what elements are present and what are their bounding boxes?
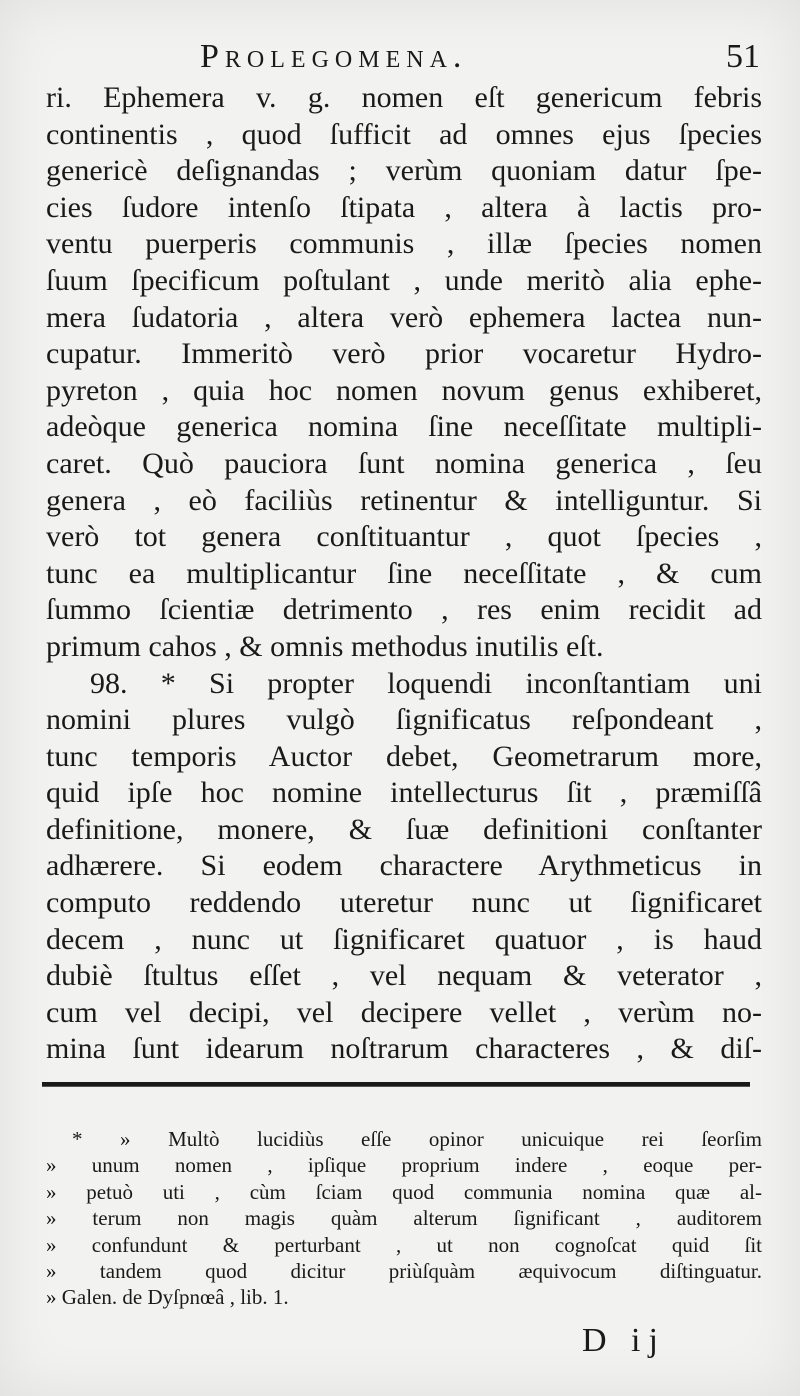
- footnote-line: » unum nomen , ipſique proprium indere , eoque per-: [46, 1153, 762, 1178]
- text-line: adeòque generica nomina ſine neceſſitate multipli-: [46, 410, 762, 444]
- text-line: pyreton , quia hoc nomen novum genus exhiberet,: [46, 373, 762, 407]
- paragraph-98-start: 98. * Si propter loquendi inconſtantiam uni: [90, 666, 762, 700]
- footnote-line: * » Multò lucidiùs eſſe opinor unicuique rei ſeorſim: [72, 1127, 762, 1151]
- text-line: tunc ea multiplicantur ſine neceſſitate , & cum: [46, 556, 762, 590]
- text-line: mina ſunt idearum noſtrarum characteres , & diſ-: [46, 1032, 762, 1066]
- text-line: cies ſudore intenſo ſtipata , altera à lactis pro-: [46, 190, 762, 224]
- text-line: ventu puerperis communis , illæ ſpecies nomen: [46, 227, 762, 261]
- page-header: [0, 38, 800, 78]
- signature-mark: D ij: [582, 1322, 666, 1359]
- footnote-line: » Galen. de Dyſpnœâ , lib. 1.: [46, 1285, 289, 1310]
- text-line: definitione, monere, & ſuæ definitioni conſtanter: [46, 812, 762, 846]
- text-line: genera , eò faciliùs retinentur & intelliguntur. Si: [46, 483, 762, 517]
- main-text: [46, 80, 762, 1068]
- text-line: decem , nunc ut ſignificaret quatuor , is haud: [46, 922, 762, 956]
- text-line: caret. Quò pauciora ſunt nomina generica , ſeu: [46, 446, 762, 480]
- text-line: ſuum ſpecificum poſtulant , unde meritò alia ephe-: [46, 263, 762, 297]
- text-line: genericè deſignandas ; verùm quoniam datur ſpe-: [46, 154, 762, 188]
- text-line: quid ipſe hoc nomine intellecturus ſit , præmiſſâ: [46, 776, 762, 810]
- text-line: nomini plures vulgò ſignificatus reſpondeant ,: [46, 703, 762, 737]
- footnote-line: » terum non magis quàm alterum ſignificant , auditorem: [46, 1206, 762, 1231]
- footnote-rule: [42, 1082, 750, 1087]
- page-number: 51: [726, 38, 760, 75]
- footnote: [46, 1126, 762, 1311]
- text-line: ſummo ſcientiæ detrimento , res enim recidit ad: [46, 593, 762, 627]
- running-title: Prolegomena.: [200, 38, 468, 75]
- text-line: cupatur. Immeritò verò prior vocaretur Hydro-: [46, 337, 762, 371]
- footnote-line: » petuò uti , cùm ſciam quod communia nomina quæ al-: [46, 1179, 762, 1204]
- footnote-line: » tandem quod dicitur priùſquàm æquivocum diſtinguatur.: [46, 1258, 762, 1283]
- text-line: mera ſudatoria , altera verò ephemera lactea nun-: [46, 300, 762, 334]
- text-line: tunc temporis Auctor debet, Geometrarum more,: [46, 739, 762, 773]
- footnote-line: » confundunt & perturbant , ut non cognoſcat quid ſit: [46, 1232, 762, 1257]
- text-line: ri. Ephemera v. g. nomen eſt genericum febris: [46, 81, 762, 114]
- text-line: computo reddendo uteretur nunc ut ſignificaret: [46, 886, 762, 920]
- text-line: verò tot genera conſtituantur , quot ſpecies ,: [46, 520, 762, 554]
- text-line: primum cahos , & omnis methodus inutilis eſt.: [46, 629, 604, 663]
- text-line: cum vel decipi, vel decipere vellet , verùm no-: [46, 995, 762, 1029]
- text-line: adhærere. Si eodem charactere Arythmeticus in: [46, 849, 762, 883]
- text-line: continentis , quod ſufficit ad omnes ejus ſpecies: [46, 117, 762, 151]
- text-line: dubiè ſtultus eſſet , vel nequam & veterator ,: [46, 959, 762, 993]
